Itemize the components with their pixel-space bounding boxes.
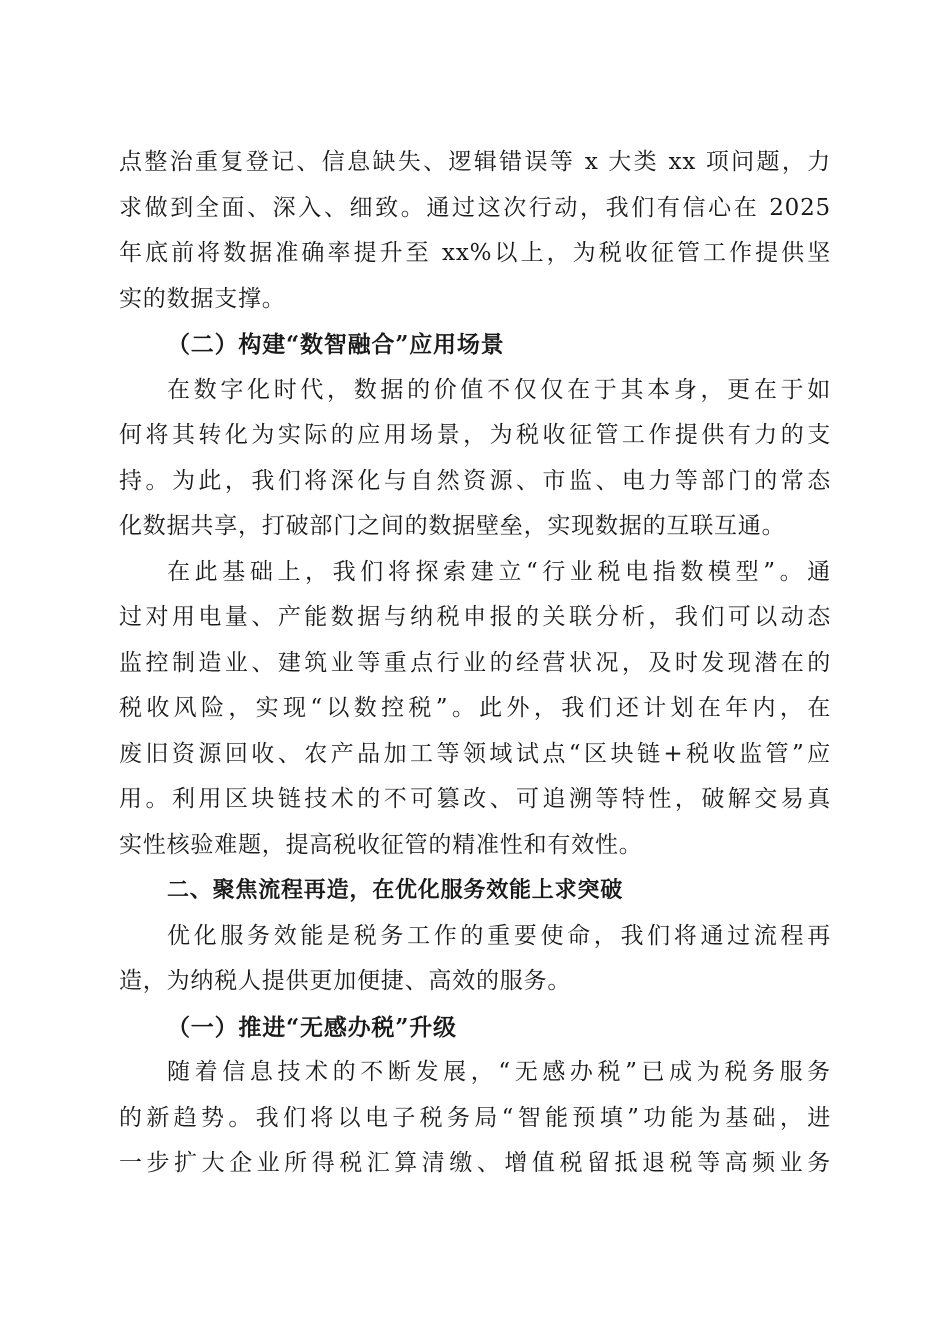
text-line: 点整治重复登记、信息缺失、逻辑错误等 x 大类 xx 项问题，力 bbox=[119, 149, 831, 175]
text-line: 随着信息技术的不断发展，“无感办税”已成为税务服务 bbox=[167, 1059, 831, 1085]
paragraph-body bbox=[119, 914, 831, 1005]
text-line: 何将其转化为实际的应用场景，为税收征管工作提供有力的支 bbox=[119, 422, 831, 448]
text-line: 二、聚焦流程再造，在优化服务效能上求突破 bbox=[167, 878, 624, 903]
text-line: 监控制造业、建筑业等重点行业的经营状况，及时发现潜在的 bbox=[119, 649, 831, 676]
paragraph-continuation bbox=[119, 140, 831, 322]
text-line: 实的数据支撑。 bbox=[119, 285, 286, 312]
text-line: 税收风险，实现“以数控税”。此外，我们还计划在年内，在 bbox=[119, 695, 831, 721]
text-line: 废旧资源回收、农产品加工等领域试点“区块链+税收监管”应 bbox=[119, 740, 831, 767]
text-line: 过对用电量、产能数据与纳税申报的关联分析，我们可以动态 bbox=[119, 604, 831, 630]
text-line: 优化服务效能是税务工作的重要使命，我们将通过流程再 bbox=[167, 922, 831, 949]
text-line: 年底前将数据准确率提升至 xx%以上，为税收征管工作提供坚 bbox=[119, 240, 831, 266]
text-line: （二）构建“数智融合”应用场景 bbox=[167, 331, 505, 358]
text-line: 用。利用区块链技术的不可篡改、可追溯等特性，破解交易真 bbox=[119, 786, 831, 812]
document-body bbox=[119, 140, 831, 1187]
subheading-seamless-tax bbox=[119, 1005, 831, 1051]
text-line: 的新趋势。我们将以电子税务局“智能预填”功能为基础，进 bbox=[119, 1104, 831, 1131]
paragraph-body bbox=[119, 550, 831, 869]
text-line: 实性核验难题，提高税收征管的精准性和有效性。 bbox=[119, 831, 643, 858]
text-line: 在此基础上，我们将探索建立“行业税电指数模型”。通 bbox=[167, 558, 831, 585]
heading-process-reengineering bbox=[119, 868, 831, 914]
text-line: 造，为纳税人提供更加便捷、高效的服务。 bbox=[119, 968, 572, 994]
text-line: 持。为此，我们将深化与自然资源、市监、电力等部门的常态 bbox=[119, 467, 831, 494]
subheading-digital-fusion bbox=[119, 322, 831, 368]
text-line: 求做到全面、深入、细致。通过这次行动，我们有信心在 2025 bbox=[119, 194, 831, 221]
paragraph-body bbox=[119, 368, 831, 550]
text-line: 化数据共享，打破部门之间的数据壁垒，实现数据的互联互通。 bbox=[119, 513, 786, 539]
text-line: 一步扩大企业所得税汇算清缴、增值税留抵退税等高频业务 bbox=[119, 1150, 831, 1176]
text-line: （一）推进“无感办税”升级 bbox=[167, 1013, 457, 1041]
text-line: 在数字化时代，数据的价值不仅仅在于其本身，更在于如 bbox=[167, 376, 831, 403]
paragraph-body bbox=[119, 1050, 831, 1187]
